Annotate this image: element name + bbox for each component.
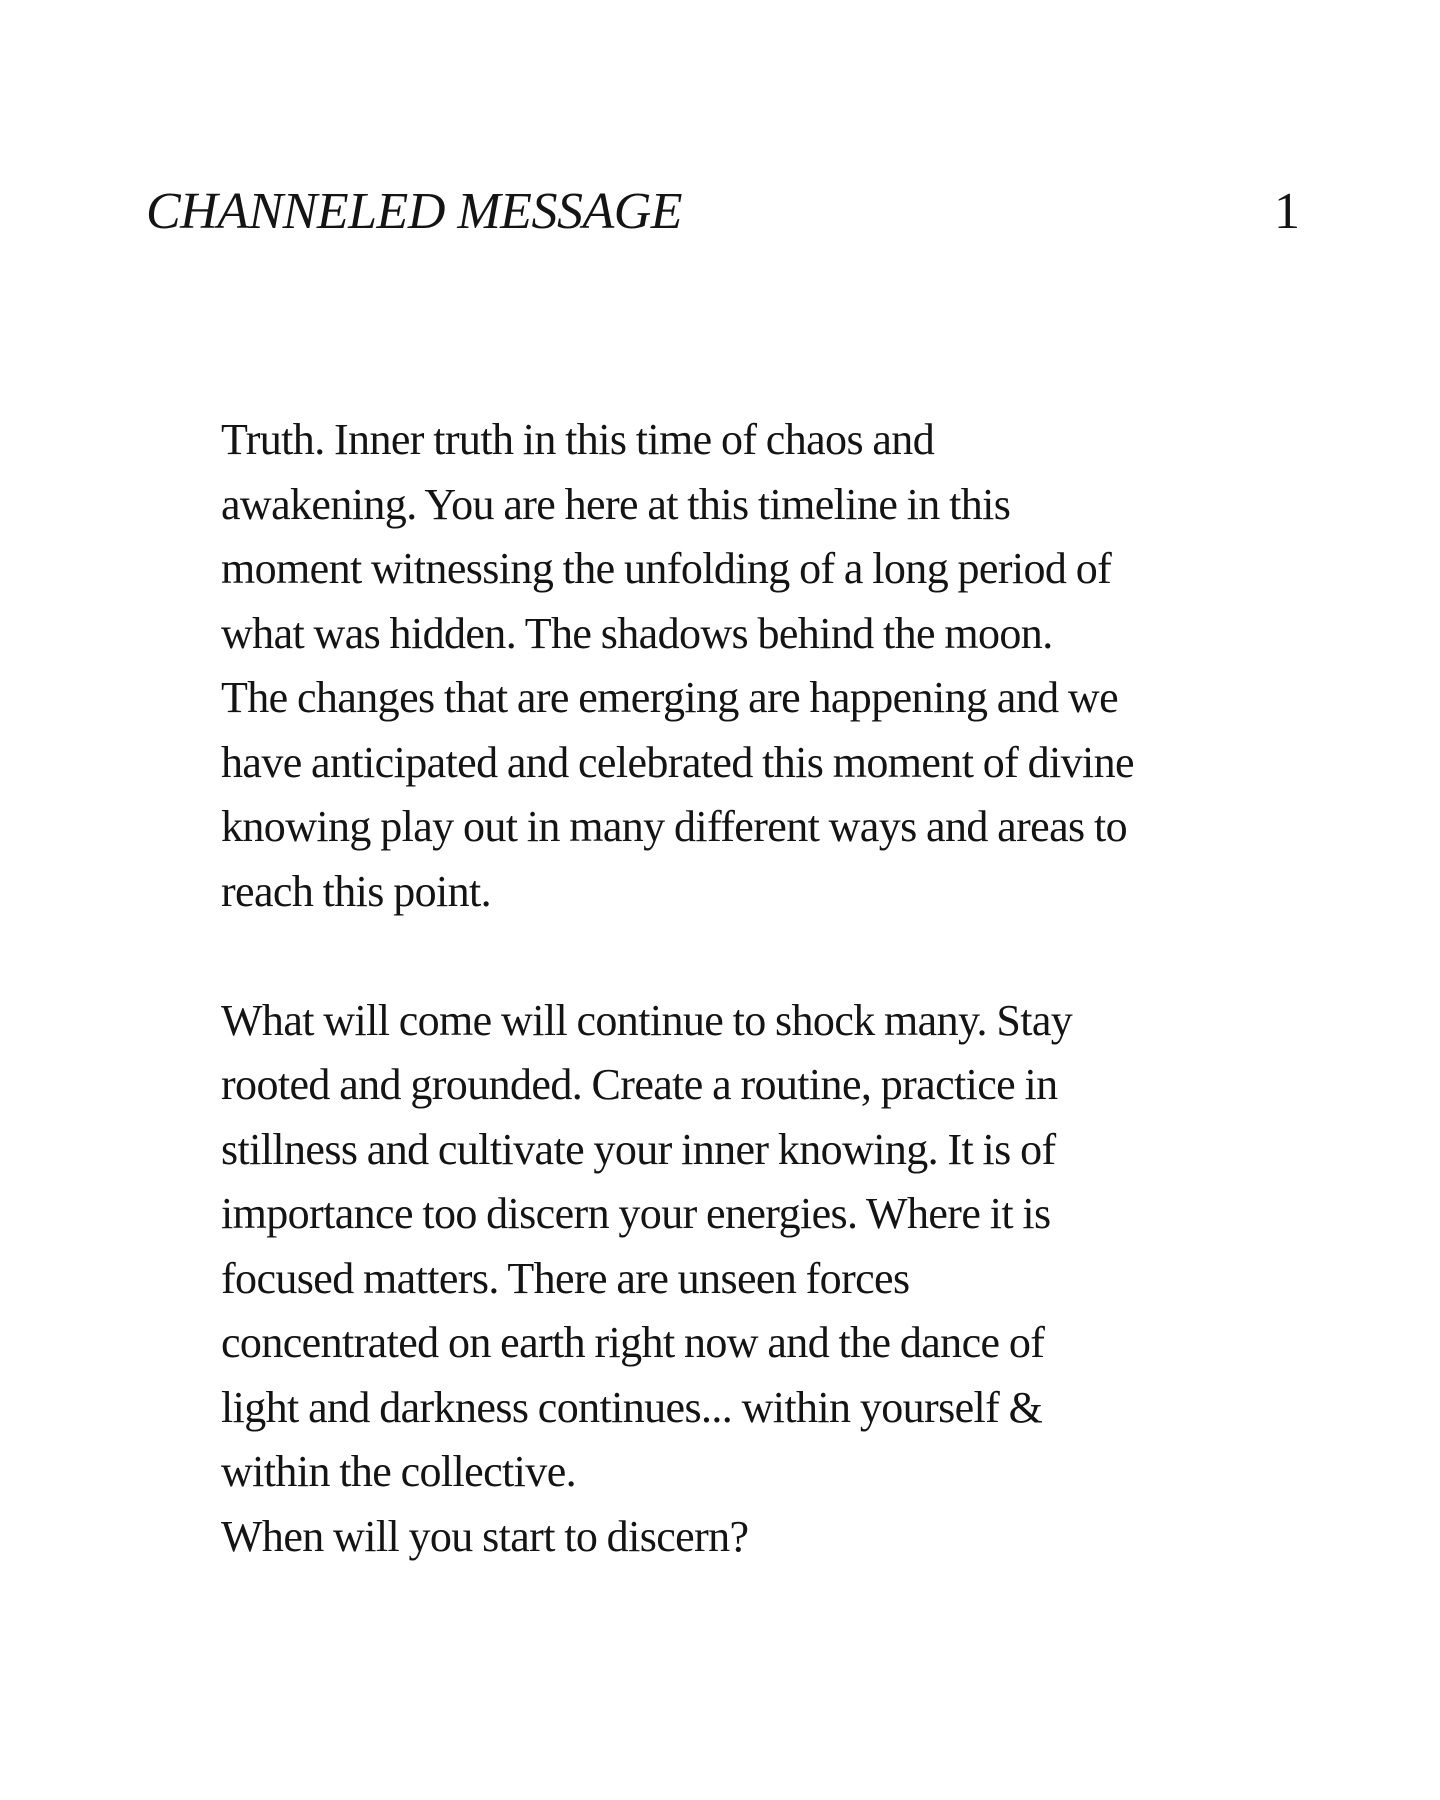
text-line: The changes that are emerging are happening and we — [221, 673, 1119, 722]
page-number: 1 — [1274, 183, 1300, 240]
text-line: have anticipated and celebrated this moment of divine — [221, 737, 1134, 787]
text-line: What will come will continue to shock many. Stay — [221, 995, 1073, 1045]
running-title: CHANNELED MESSAGE — [146, 183, 683, 240]
text-line: concentrated on earth right now and the dance of — [221, 1318, 1045, 1367]
text-line: knowing play out in many different ways and areas to — [221, 802, 1127, 851]
text-line: rooted and grounded. Create a routine, practice in — [221, 1060, 1058, 1109]
text-line: light and darkness continues... within yourself & — [221, 1382, 1043, 1432]
text-line: awakening. You are here at this timeline in this — [221, 479, 1011, 529]
running-header — [146, 178, 1300, 246]
text-line: within the collective. — [221, 1447, 577, 1496]
paragraph-spacer — [221, 924, 1241, 989]
text-line: importance too discern your energies. Where it is — [221, 1189, 1051, 1238]
text-line: what was hidden. The shadows behind the moon. — [221, 608, 1053, 658]
text-line: When will you start to discern? — [221, 1511, 749, 1561]
message-body — [221, 408, 1241, 1569]
paragraph-2 — [221, 989, 1241, 1570]
text-line: Truth. Inner truth in this time of chaos and — [221, 415, 935, 464]
text-line: stillness and cultivate your inner knowing. It is of — [221, 1124, 1056, 1174]
paragraph-1 — [221, 408, 1241, 924]
text-line: moment witnessing the unfolding of a long period of — [221, 544, 1112, 593]
text-line: focused matters. There are unseen forces — [221, 1253, 910, 1303]
text-line: reach this point. — [221, 866, 492, 916]
